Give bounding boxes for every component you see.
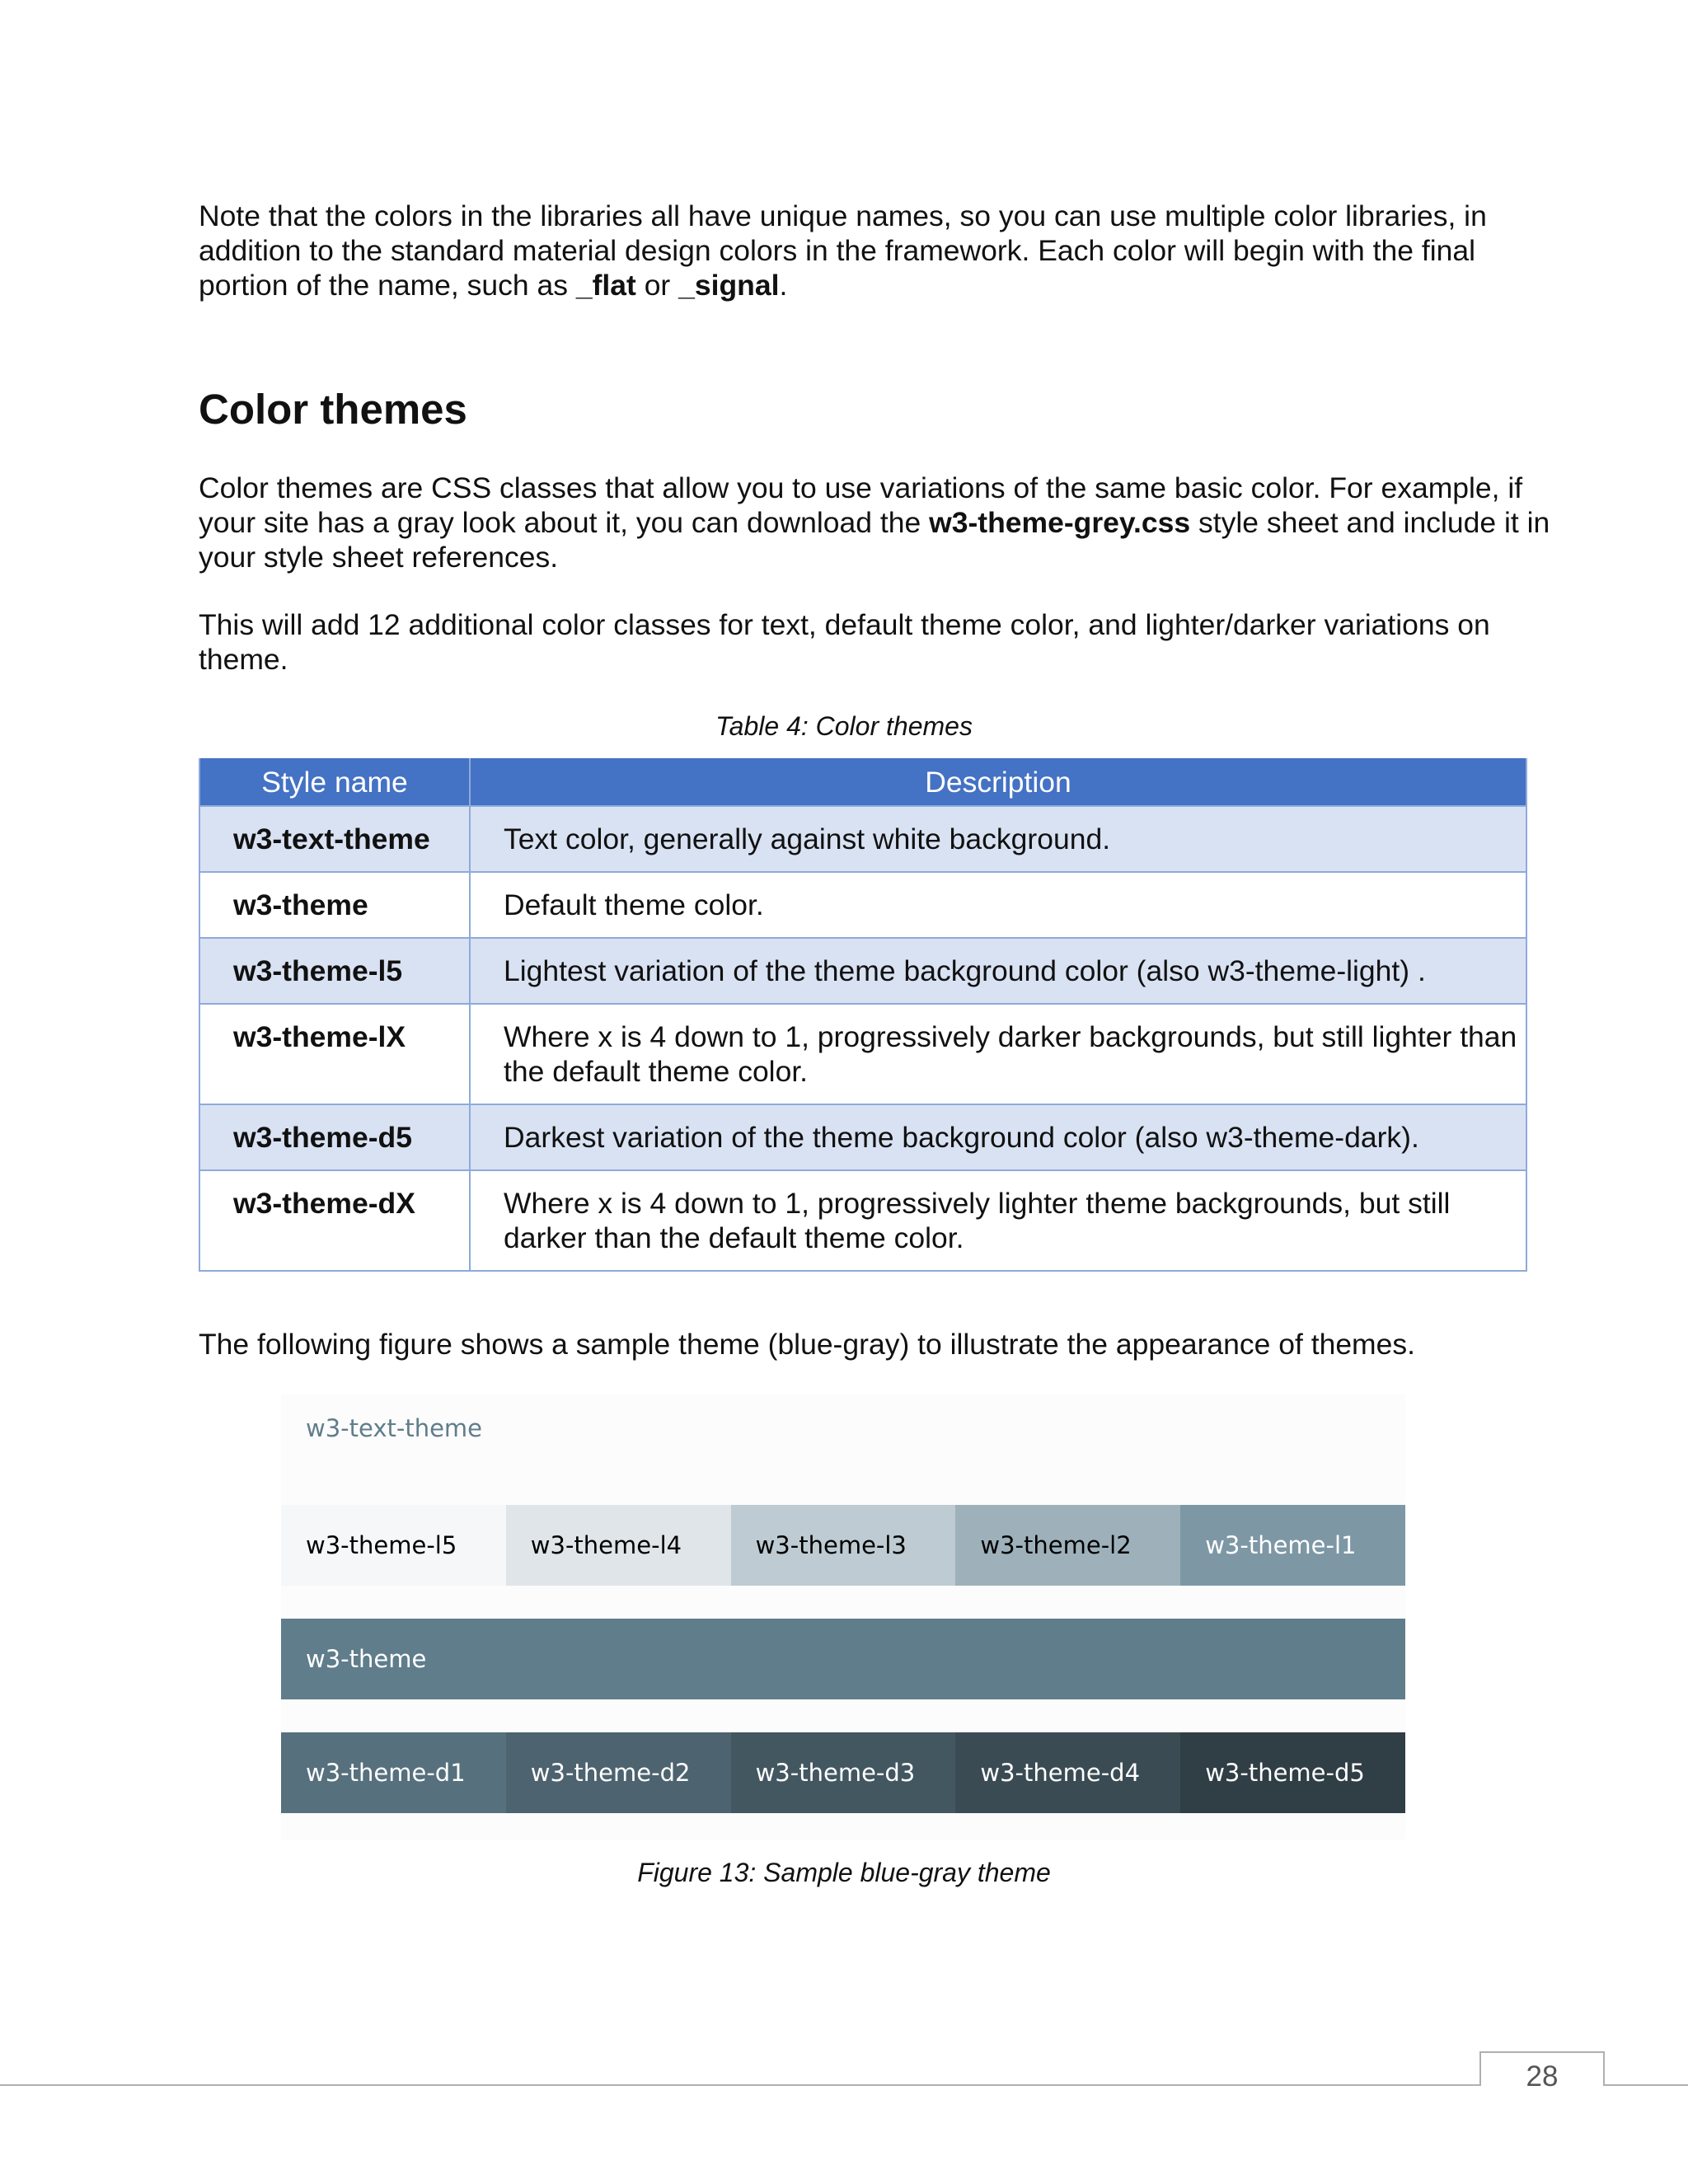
light-swatch: w3-theme-l1 <box>1180 1505 1405 1586</box>
table-row <box>199 1170 1526 1271</box>
dark-swatch-row <box>281 1732 1405 1813</box>
figure-caption: Figure 13: Sample blue-gray theme <box>637 1858 1051 1887</box>
figure-intro-paragraph: The following figure shows a sample theme (blue-gray) to illustrate the appearance of themes. <box>199 1328 1415 1361</box>
description-cell: Lightest variation of the theme background color (also w3-theme-light) . <box>470 938 1526 1004</box>
dark-swatch: w3-theme-d5 <box>1180 1732 1405 1813</box>
header-description: Description <box>470 758 1526 806</box>
dark-swatch: w3-theme-d4 <box>955 1732 1180 1813</box>
footer-rule <box>1603 2084 1688 2086</box>
style-name-cell: w3-theme-lX <box>199 1004 470 1104</box>
light-swatch: w3-theme-l4 <box>506 1505 731 1586</box>
table-row <box>199 1004 1526 1104</box>
description-cell: Text color, generally against white background. <box>470 806 1526 872</box>
intro-paragraph: Note that the colors in the libraries all have unique names, so you can use multiple color libraries, in addition to the standard material design colors in the framework. Each color will begin with the final portion of the name, such as _flat or _signal. <box>199 199 1487 302</box>
table-row <box>199 938 1526 1004</box>
light-swatch-row <box>281 1505 1405 1586</box>
footer-rule <box>0 2084 1479 2086</box>
theme-sample-figure <box>281 1394 1405 1840</box>
color-themes-table <box>199 758 1527 1272</box>
description-cell: Darkest variation of the theme background color (also w3-theme-dark). <box>470 1104 1526 1170</box>
style-name-cell: w3-text-theme <box>199 806 470 872</box>
dark-swatch: w3-theme-d2 <box>506 1732 731 1813</box>
classes-paragraph: This will add 12 additional color classes for text, default theme color, and lighter/darker variations on theme. <box>199 608 1490 676</box>
table-row <box>199 806 1526 872</box>
signal-suffix: _signal <box>678 269 780 302</box>
table-row <box>199 872 1526 938</box>
description-cell: Default theme color. <box>470 872 1526 938</box>
description-cell: Where x is 4 down to 1, progressively darker backgrounds, but still lighter than the default theme color. <box>470 1004 1526 1104</box>
themes-paragraph: Color themes are CSS classes that allow you to use variations of the same basic color. For example, if your site has a gray look about it, you can download the w3-theme-grey.css style sheet and include it in your style sheet references. <box>199 471 1550 574</box>
css-filename: w3-theme-grey.css <box>929 506 1191 539</box>
style-name-cell: w3-theme-dX <box>199 1170 470 1271</box>
style-name-cell: w3-theme-d5 <box>199 1104 470 1170</box>
theme-swatch: w3-theme <box>281 1619 1405 1699</box>
style-name-cell: w3-theme <box>199 872 470 938</box>
theme-swatch-row <box>281 1619 1405 1699</box>
section-heading: Color themes <box>199 386 467 433</box>
table-header-row <box>199 758 1526 806</box>
text-theme-sample: w3-text-theme <box>306 1414 483 1442</box>
light-swatch: w3-theme-l2 <box>955 1505 1180 1586</box>
dark-swatch: w3-theme-d3 <box>731 1732 956 1813</box>
header-style-name: Style name <box>199 758 470 806</box>
light-swatch: w3-theme-l5 <box>281 1505 506 1586</box>
page-number: 28 <box>1526 2060 1559 2093</box>
flat-suffix: _flat <box>575 269 636 302</box>
table-caption: Table 4: Color themes <box>715 711 973 741</box>
style-name-cell: w3-theme-l5 <box>199 938 470 1004</box>
table-row <box>199 1104 1526 1170</box>
light-swatch: w3-theme-l3 <box>731 1505 956 1586</box>
description-cell: Where x is 4 down to 1, progressively lighter theme backgrounds, but still darker than the default theme color. <box>470 1170 1526 1271</box>
dark-swatch: w3-theme-d1 <box>281 1732 506 1813</box>
